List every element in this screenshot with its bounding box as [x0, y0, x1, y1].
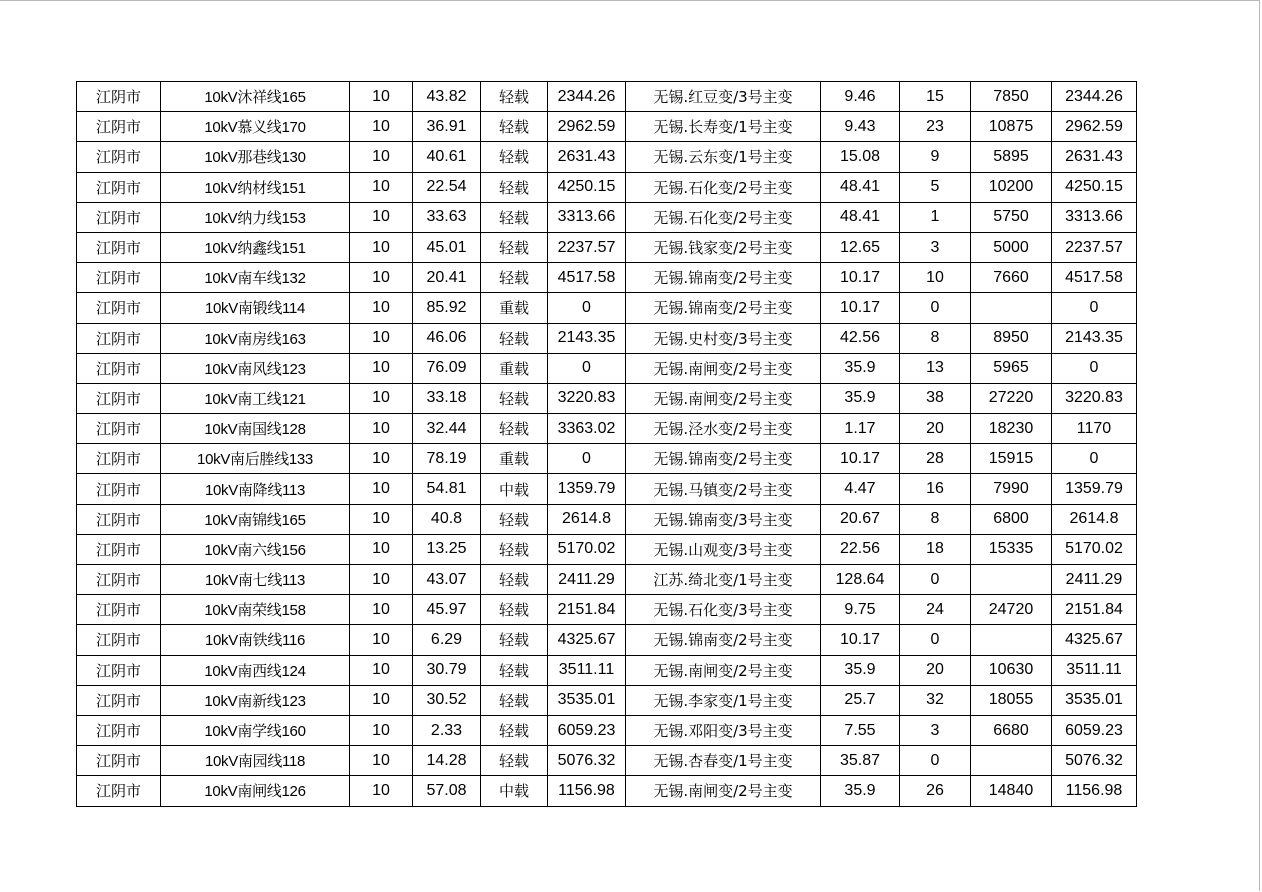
installed-capacity-cell: 7850: [971, 82, 1052, 112]
installed-capacity-cell: 10630: [971, 655, 1052, 685]
load-status-cell: 轻载: [481, 142, 548, 172]
installed-capacity-cell: [971, 746, 1052, 776]
substation-cell: 无锡.泾水变/2号主变: [626, 414, 821, 444]
installed-capacity-cell: 7990: [971, 474, 1052, 504]
installed-capacity-cell: [971, 293, 1052, 323]
table-row: [77, 715, 1137, 745]
capacity-cell: 2631.43: [548, 142, 626, 172]
voltage-cell: 10: [350, 172, 413, 202]
substation-cell: 无锡.李家变/1号主变: [626, 685, 821, 715]
table-row: [77, 565, 1137, 595]
voltage-cell: 10: [350, 444, 413, 474]
voltage-cell: 10: [350, 685, 413, 715]
city-cell: 江阴市: [77, 655, 161, 685]
available-capacity-cell: 2962.59: [1052, 112, 1137, 142]
installed-capacity-cell: 5895: [971, 142, 1052, 172]
customer-count-cell: 24: [900, 595, 971, 625]
voltage-cell: 10: [350, 776, 413, 806]
available-capacity-cell: 3535.01: [1052, 685, 1137, 715]
voltage-cell: 10: [350, 383, 413, 413]
load-rate-cell: 13.25: [413, 534, 481, 564]
load-rate-cell: 57.08: [413, 776, 481, 806]
substation-cell: 无锡.锦南变/3号主变: [626, 504, 821, 534]
load-rate-cell: 36.91: [413, 112, 481, 142]
city-cell: 江阴市: [77, 112, 161, 142]
installed-capacity-cell: 5965: [971, 353, 1052, 383]
load-rate-cell: 76.09: [413, 353, 481, 383]
city-cell: 江阴市: [77, 232, 161, 262]
capacity-cell: 0: [548, 353, 626, 383]
load-status-cell: 轻载: [481, 172, 548, 202]
line-name-cell: 10kV南降线113: [161, 474, 350, 504]
load-status-cell: 轻载: [481, 383, 548, 413]
line-name-cell: 10kV南房线163: [161, 323, 350, 353]
substation-load-cell: 42.56: [821, 323, 900, 353]
customer-count-cell: 0: [900, 746, 971, 776]
substation-cell: 无锡.杏春变/1号主变: [626, 746, 821, 776]
customer-count-cell: 13: [900, 353, 971, 383]
installed-capacity-cell: 8950: [971, 323, 1052, 353]
load-rate-cell: 33.18: [413, 383, 481, 413]
line-name-cell: 10kV南锦线165: [161, 504, 350, 534]
table-row: [77, 323, 1137, 353]
installed-capacity-cell: 24720: [971, 595, 1052, 625]
substation-load-cell: 1.17: [821, 414, 900, 444]
load-status-cell: 轻载: [481, 112, 548, 142]
city-cell: 江阴市: [77, 202, 161, 232]
voltage-cell: 10: [350, 746, 413, 776]
customer-count-cell: 15: [900, 82, 971, 112]
available-capacity-cell: 3220.83: [1052, 383, 1137, 413]
load-rate-cell: 30.79: [413, 655, 481, 685]
substation-cell: 无锡.锦南变/2号主变: [626, 263, 821, 293]
load-status-cell: 中载: [481, 776, 548, 806]
table-row: [77, 414, 1137, 444]
city-cell: 江阴市: [77, 293, 161, 323]
capacity-cell: 3363.02: [548, 414, 626, 444]
substation-load-cell: 35.9: [821, 655, 900, 685]
line-name-cell: 10kV那巷线130: [161, 142, 350, 172]
table-row: [77, 685, 1137, 715]
installed-capacity-cell: 5750: [971, 202, 1052, 232]
line-name-cell: 10kV南西线124: [161, 655, 350, 685]
substation-cell: 无锡.邓阳变/3号主变: [626, 715, 821, 745]
city-cell: 江阴市: [77, 504, 161, 534]
installed-capacity-cell: [971, 565, 1052, 595]
table-row: [77, 504, 1137, 534]
voltage-cell: 10: [350, 263, 413, 293]
capacity-cell: 0: [548, 444, 626, 474]
line-name-cell: 10kV南工线121: [161, 383, 350, 413]
load-status-cell: 轻载: [481, 746, 548, 776]
table-body: [77, 82, 1137, 807]
line-name-cell: 10kV南风线123: [161, 353, 350, 383]
available-capacity-cell: 2151.84: [1052, 595, 1137, 625]
substation-cell: 无锡.钱家变/2号主变: [626, 232, 821, 262]
load-status-cell: 轻载: [481, 232, 548, 262]
line-name-cell: 10kV南锻线114: [161, 293, 350, 323]
substation-load-cell: 35.9: [821, 383, 900, 413]
city-cell: 江阴市: [77, 172, 161, 202]
substation-cell: 无锡.长寿变/1号主变: [626, 112, 821, 142]
substation-cell: 无锡.马镇变/2号主变: [626, 474, 821, 504]
substation-load-cell: 9.43: [821, 112, 900, 142]
line-name-cell: 10kV南国线128: [161, 414, 350, 444]
customer-count-cell: 5: [900, 172, 971, 202]
load-rate-cell: 22.54: [413, 172, 481, 202]
table-row: [77, 353, 1137, 383]
city-cell: 江阴市: [77, 746, 161, 776]
substation-cell: 无锡.史村变/3号主变: [626, 323, 821, 353]
substation-load-cell: 9.75: [821, 595, 900, 625]
customer-count-cell: 0: [900, 293, 971, 323]
load-rate-cell: 32.44: [413, 414, 481, 444]
substation-load-cell: 10.17: [821, 293, 900, 323]
capacity-cell: 5076.32: [548, 746, 626, 776]
customer-count-cell: 10: [900, 263, 971, 293]
load-status-cell: 轻载: [481, 504, 548, 534]
load-rate-cell: 54.81: [413, 474, 481, 504]
customer-count-cell: 16: [900, 474, 971, 504]
load-status-cell: 重载: [481, 444, 548, 474]
load-status-cell: 重载: [481, 293, 548, 323]
available-capacity-cell: 3313.66: [1052, 202, 1137, 232]
substation-cell: 无锡.云东变/1号主变: [626, 142, 821, 172]
customer-count-cell: 8: [900, 504, 971, 534]
capacity-cell: 2143.35: [548, 323, 626, 353]
voltage-cell: 10: [350, 715, 413, 745]
load-status-cell: 轻载: [481, 565, 548, 595]
customer-count-cell: 28: [900, 444, 971, 474]
voltage-cell: 10: [350, 142, 413, 172]
substation-load-cell: 35.9: [821, 776, 900, 806]
available-capacity-cell: 2237.57: [1052, 232, 1137, 262]
line-name-cell: 10kV南园线118: [161, 746, 350, 776]
capacity-cell: 3511.11: [548, 655, 626, 685]
available-capacity-cell: 4517.58: [1052, 263, 1137, 293]
customer-count-cell: 1: [900, 202, 971, 232]
available-capacity-cell: 1156.98: [1052, 776, 1137, 806]
table-row: [77, 655, 1137, 685]
voltage-cell: 10: [350, 323, 413, 353]
line-name-cell: 10kV南六线156: [161, 534, 350, 564]
feeder-load-table: [76, 81, 1137, 807]
table-row: [77, 595, 1137, 625]
voltage-cell: 10: [350, 625, 413, 655]
capacity-cell: 2151.84: [548, 595, 626, 625]
substation-cell: 无锡.锦南变/2号主变: [626, 293, 821, 323]
available-capacity-cell: 3511.11: [1052, 655, 1137, 685]
table-row: [77, 383, 1137, 413]
city-cell: 江阴市: [77, 534, 161, 564]
substation-cell: 无锡.南闸变/2号主变: [626, 655, 821, 685]
load-status-cell: 轻载: [481, 715, 548, 745]
load-rate-cell: 14.28: [413, 746, 481, 776]
available-capacity-cell: 0: [1052, 353, 1137, 383]
load-status-cell: 轻载: [481, 655, 548, 685]
substation-load-cell: 9.46: [821, 82, 900, 112]
city-cell: 江阴市: [77, 323, 161, 353]
available-capacity-cell: 2614.8: [1052, 504, 1137, 534]
available-capacity-cell: 0: [1052, 293, 1137, 323]
installed-capacity-cell: 15335: [971, 534, 1052, 564]
capacity-cell: 4325.67: [548, 625, 626, 655]
load-rate-cell: 78.19: [413, 444, 481, 474]
customer-count-cell: 3: [900, 715, 971, 745]
substation-cell: 无锡.山观变/3号主变: [626, 534, 821, 564]
customer-count-cell: 0: [900, 625, 971, 655]
load-status-cell: 中载: [481, 474, 548, 504]
installed-capacity-cell: 18055: [971, 685, 1052, 715]
table-row: [77, 534, 1137, 564]
available-capacity-cell: 1359.79: [1052, 474, 1137, 504]
city-cell: 江阴市: [77, 565, 161, 595]
customer-count-cell: 20: [900, 414, 971, 444]
substation-load-cell: 22.56: [821, 534, 900, 564]
load-rate-cell: 43.82: [413, 82, 481, 112]
load-rate-cell: 40.61: [413, 142, 481, 172]
line-name-cell: 10kV南后塍线133: [161, 444, 350, 474]
substation-load-cell: 7.55: [821, 715, 900, 745]
installed-capacity-cell: 14840: [971, 776, 1052, 806]
substation-cell: 无锡.石化变/2号主变: [626, 172, 821, 202]
available-capacity-cell: 4325.67: [1052, 625, 1137, 655]
load-rate-cell: 43.07: [413, 565, 481, 595]
city-cell: 江阴市: [77, 414, 161, 444]
substation-load-cell: 128.64: [821, 565, 900, 595]
load-status-cell: 轻载: [481, 82, 548, 112]
substation-load-cell: 35.87: [821, 746, 900, 776]
available-capacity-cell: 1170: [1052, 414, 1137, 444]
load-rate-cell: 45.01: [413, 232, 481, 262]
installed-capacity-cell: 10200: [971, 172, 1052, 202]
load-status-cell: 轻载: [481, 323, 548, 353]
substation-cell: 江苏.绮北变/1号主变: [626, 565, 821, 595]
city-cell: 江阴市: [77, 776, 161, 806]
line-name-cell: 10kV纳材线151: [161, 172, 350, 202]
available-capacity-cell: 5170.02: [1052, 534, 1137, 564]
city-cell: 江阴市: [77, 595, 161, 625]
load-status-cell: 轻载: [481, 595, 548, 625]
line-name-cell: 10kV纳力线153: [161, 202, 350, 232]
capacity-cell: 3313.66: [548, 202, 626, 232]
substation-cell: 无锡.南闸变/2号主变: [626, 383, 821, 413]
capacity-cell: 4250.15: [548, 172, 626, 202]
customer-count-cell: 18: [900, 534, 971, 564]
substation-load-cell: 10.17: [821, 444, 900, 474]
load-rate-cell: 2.33: [413, 715, 481, 745]
substation-cell: 无锡.南闸变/2号主变: [626, 353, 821, 383]
line-name-cell: 10kV纳鑫线151: [161, 232, 350, 262]
substation-load-cell: 48.41: [821, 172, 900, 202]
installed-capacity-cell: 18230: [971, 414, 1052, 444]
voltage-cell: 10: [350, 534, 413, 564]
voltage-cell: 10: [350, 414, 413, 444]
substation-load-cell: 35.9: [821, 353, 900, 383]
installed-capacity-cell: 5000: [971, 232, 1052, 262]
table-row: [77, 474, 1137, 504]
installed-capacity-cell: [971, 625, 1052, 655]
load-rate-cell: 85.92: [413, 293, 481, 323]
city-cell: 江阴市: [77, 82, 161, 112]
substation-load-cell: 12.65: [821, 232, 900, 262]
voltage-cell: 10: [350, 232, 413, 262]
table-row: [77, 746, 1137, 776]
capacity-cell: 1359.79: [548, 474, 626, 504]
available-capacity-cell: 6059.23: [1052, 715, 1137, 745]
load-rate-cell: 6.29: [413, 625, 481, 655]
customer-count-cell: 9: [900, 142, 971, 172]
installed-capacity-cell: 27220: [971, 383, 1052, 413]
customer-count-cell: 26: [900, 776, 971, 806]
available-capacity-cell: 0: [1052, 444, 1137, 474]
table-row: [77, 232, 1137, 262]
substation-cell: 无锡.石化变/2号主变: [626, 202, 821, 232]
city-cell: 江阴市: [77, 444, 161, 474]
voltage-cell: 10: [350, 565, 413, 595]
city-cell: 江阴市: [77, 625, 161, 655]
capacity-cell: 5170.02: [548, 534, 626, 564]
substation-load-cell: 25.7: [821, 685, 900, 715]
load-rate-cell: 33.63: [413, 202, 481, 232]
city-cell: 江阴市: [77, 715, 161, 745]
line-name-cell: 10kV南闸线126: [161, 776, 350, 806]
line-name-cell: 10kV南荣线158: [161, 595, 350, 625]
available-capacity-cell: 2411.29: [1052, 565, 1137, 595]
table-row: [77, 263, 1137, 293]
city-cell: 江阴市: [77, 353, 161, 383]
capacity-cell: 2962.59: [548, 112, 626, 142]
capacity-cell: 0: [548, 293, 626, 323]
substation-cell: 无锡.南闸变/2号主变: [626, 776, 821, 806]
substation-load-cell: 48.41: [821, 202, 900, 232]
city-cell: 江阴市: [77, 474, 161, 504]
load-status-cell: 重载: [481, 353, 548, 383]
line-name-cell: 10kV慕义线170: [161, 112, 350, 142]
capacity-cell: 6059.23: [548, 715, 626, 745]
installed-capacity-cell: 10875: [971, 112, 1052, 142]
load-status-cell: 轻载: [481, 685, 548, 715]
available-capacity-cell: 5076.32: [1052, 746, 1137, 776]
substation-cell: 无锡.锦南变/2号主变: [626, 444, 821, 474]
table-row: [77, 172, 1137, 202]
capacity-cell: 2614.8: [548, 504, 626, 534]
customer-count-cell: 38: [900, 383, 971, 413]
available-capacity-cell: 2344.26: [1052, 82, 1137, 112]
substation-load-cell: 4.47: [821, 474, 900, 504]
substation-load-cell: 20.67: [821, 504, 900, 534]
load-status-cell: 轻载: [481, 414, 548, 444]
voltage-cell: 10: [350, 202, 413, 232]
customer-count-cell: 3: [900, 232, 971, 262]
line-name-cell: 10kV南七线113: [161, 565, 350, 595]
capacity-cell: 2344.26: [548, 82, 626, 112]
city-cell: 江阴市: [77, 383, 161, 413]
table-row: [77, 112, 1137, 142]
load-rate-cell: 40.8: [413, 504, 481, 534]
capacity-cell: 4517.58: [548, 263, 626, 293]
voltage-cell: 10: [350, 353, 413, 383]
voltage-cell: 10: [350, 474, 413, 504]
installed-capacity-cell: 6800: [971, 504, 1052, 534]
load-status-cell: 轻载: [481, 625, 548, 655]
capacity-cell: 3535.01: [548, 685, 626, 715]
table-row: [77, 444, 1137, 474]
voltage-cell: 10: [350, 595, 413, 625]
customer-count-cell: 32: [900, 685, 971, 715]
city-cell: 江阴市: [77, 142, 161, 172]
customer-count-cell: 23: [900, 112, 971, 142]
table-row: [77, 142, 1137, 172]
voltage-cell: 10: [350, 293, 413, 323]
installed-capacity-cell: 7660: [971, 263, 1052, 293]
load-status-cell: 轻载: [481, 202, 548, 232]
load-status-cell: 轻载: [481, 263, 548, 293]
capacity-cell: 2411.29: [548, 565, 626, 595]
customer-count-cell: 0: [900, 565, 971, 595]
substation-load-cell: 10.17: [821, 263, 900, 293]
load-rate-cell: 20.41: [413, 263, 481, 293]
available-capacity-cell: 2143.35: [1052, 323, 1137, 353]
table-row: [77, 293, 1137, 323]
substation-load-cell: 10.17: [821, 625, 900, 655]
substation-cell: 无锡.石化变/3号主变: [626, 595, 821, 625]
load-rate-cell: 30.52: [413, 685, 481, 715]
table-row: [77, 625, 1137, 655]
available-capacity-cell: 2631.43: [1052, 142, 1137, 172]
city-cell: 江阴市: [77, 685, 161, 715]
voltage-cell: 10: [350, 504, 413, 534]
line-name-cell: 10kV南车线132: [161, 263, 350, 293]
installed-capacity-cell: 6680: [971, 715, 1052, 745]
city-cell: 江阴市: [77, 263, 161, 293]
load-status-cell: 轻载: [481, 534, 548, 564]
available-capacity-cell: 4250.15: [1052, 172, 1137, 202]
line-name-cell: 10kV南新线123: [161, 685, 350, 715]
voltage-cell: 10: [350, 655, 413, 685]
substation-load-cell: 15.08: [821, 142, 900, 172]
voltage-cell: 10: [350, 82, 413, 112]
capacity-cell: 1156.98: [548, 776, 626, 806]
installed-capacity-cell: 15915: [971, 444, 1052, 474]
line-name-cell: 10kV南学线160: [161, 715, 350, 745]
table-row: [77, 776, 1137, 806]
customer-count-cell: 20: [900, 655, 971, 685]
table-row: [77, 202, 1137, 232]
capacity-cell: 3220.83: [548, 383, 626, 413]
voltage-cell: 10: [350, 112, 413, 142]
load-rate-cell: 46.06: [413, 323, 481, 353]
capacity-cell: 2237.57: [548, 232, 626, 262]
table-row: [77, 82, 1137, 112]
load-rate-cell: 45.97: [413, 595, 481, 625]
substation-cell: 无锡.红豆变/3号主变: [626, 82, 821, 112]
line-name-cell: 10kV南铁线116: [161, 625, 350, 655]
customer-count-cell: 8: [900, 323, 971, 353]
line-name-cell: 10kV沐祥线165: [161, 82, 350, 112]
substation-cell: 无锡.锦南变/2号主变: [626, 625, 821, 655]
